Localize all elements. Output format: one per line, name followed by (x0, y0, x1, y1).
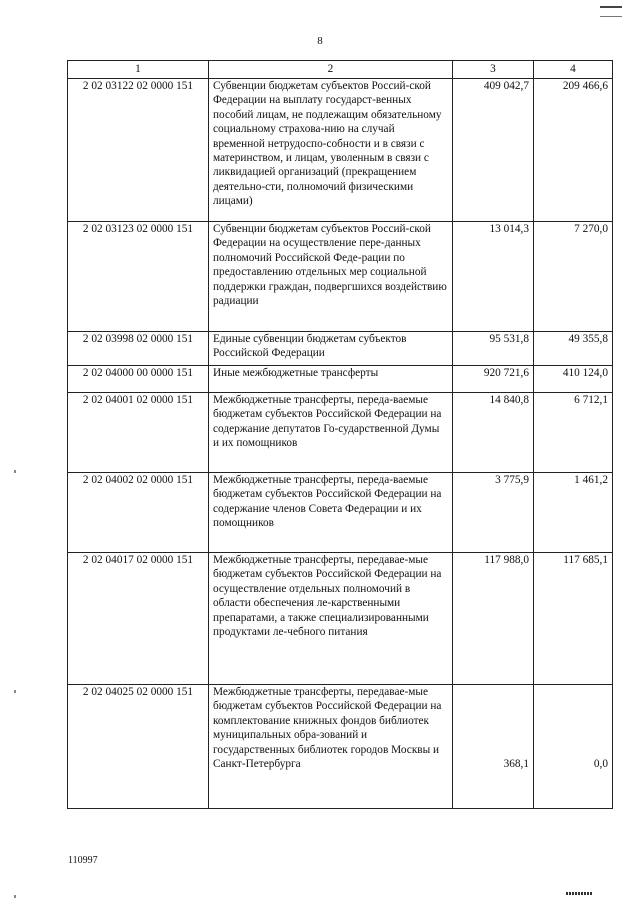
classification-code: 2 02 03123 02 0000 151 (68, 222, 209, 332)
amount-col3: 3 775,9 (453, 473, 534, 553)
classification-code: 2 02 04025 02 0000 151 (68, 685, 209, 809)
table-row (68, 366, 613, 393)
amount-col4: 410 124,0 (534, 366, 613, 393)
table-row (68, 222, 613, 332)
amount-col4: 49 355,8 (534, 332, 613, 366)
column-header: 1 (68, 61, 209, 79)
amount-col3: 13 014,3 (453, 222, 534, 332)
amount-col3: 95 531,8 (453, 332, 534, 366)
scan-corner-mark (566, 892, 592, 895)
column-header: 3 (453, 61, 534, 79)
amount-col3: 368,1 (453, 685, 534, 809)
amount-col4: 7 270,0 (534, 222, 613, 332)
classification-code: 2 02 04000 00 0000 151 (68, 366, 209, 393)
amount-col3: 14 840,8 (453, 393, 534, 473)
amount-col3: 920 721,6 (453, 366, 534, 393)
revenue-description: Единые субвенции бюджетам субъектов Российской Федерации (209, 332, 453, 366)
table-row (68, 553, 613, 685)
column-header: 2 (209, 61, 453, 79)
document-code: 110997 (68, 855, 98, 866)
revenue-description: Межбюджетные трансферты, переда-ваемые бюджетам субъектов Российской Федерации на содержание депутатов Го-сударственной Думы и их помощников (209, 393, 453, 473)
page-number: 8 (317, 35, 323, 47)
table-row (68, 79, 613, 222)
amount-col4: 1 461,2 (534, 473, 613, 553)
scan-corner-mark (600, 6, 622, 17)
amount-col3: 117 988,0 (453, 553, 534, 685)
amount-col3: 409 042,7 (453, 79, 534, 222)
amount-col4: 117 685,1 (534, 553, 613, 685)
classification-code: 2 02 04001 02 0000 151 (68, 393, 209, 473)
revenue-description: Субвенции бюджетам субъектов Россий-ской Федерации на выплату государст-венных пособий лицам, не подлежащим обязательному социальному страхова-нию на случай временной нетрудоспо-собности и в связи с материнством, и лицам, уволенным в связи с ликвидацией организаций (прекращением деятельно-сти, полномочий физическими лицами) (209, 79, 453, 222)
budget-revenue-table (67, 60, 613, 809)
table-row (68, 393, 613, 473)
revenue-description: Субвенции бюджетам субъектов Россий-ской Федерации на осуществление пере-данных полномочий Российской Феде-рации по предоставлению отдельных мер социальной поддержки граждан, подвергшихся воздействию радиации (209, 222, 453, 332)
scan-edge-mark (14, 895, 16, 898)
classification-code: 2 02 03998 02 0000 151 (68, 332, 209, 366)
revenue-description: Межбюджетные трансферты, передавае-мые бюджетам субъектов Российской Федерации на комплектование книжных фондов библиотек муниципальных обра-зований и государственных библиотек городов Москвы и Санкт-Петербурга (209, 685, 453, 809)
amount-col4: 0,0 (534, 685, 613, 809)
amount-col4: 209 466,6 (534, 79, 613, 222)
classification-code: 2 02 04002 02 0000 151 (68, 473, 209, 553)
revenue-description: Межбюджетные трансферты, переда-ваемые бюджетам субъектов Российской Федерации на содержание членов Совета Федерации и их помощников (209, 473, 453, 553)
classification-code: 2 02 04017 02 0000 151 (68, 553, 209, 685)
scan-edge-mark (14, 470, 16, 473)
column-header: 4 (534, 61, 613, 79)
table-header-row (68, 61, 613, 79)
classification-code: 2 02 03122 02 0000 151 (68, 79, 209, 222)
scan-edge-mark (14, 690, 16, 693)
revenue-description: Иные межбюджетные трансферты (209, 366, 453, 393)
revenue-description: Межбюджетные трансферты, передавае-мые бюджетам субъектов Российской Федерации на осуществление отдельных полномочий в области обеспечения ле-карственными препаратами, а также специализированными продуктами ле-чебного питания (209, 553, 453, 685)
table-row (68, 685, 613, 809)
table-row (68, 473, 613, 553)
amount-col4: 6 712,1 (534, 393, 613, 473)
table-row (68, 332, 613, 366)
